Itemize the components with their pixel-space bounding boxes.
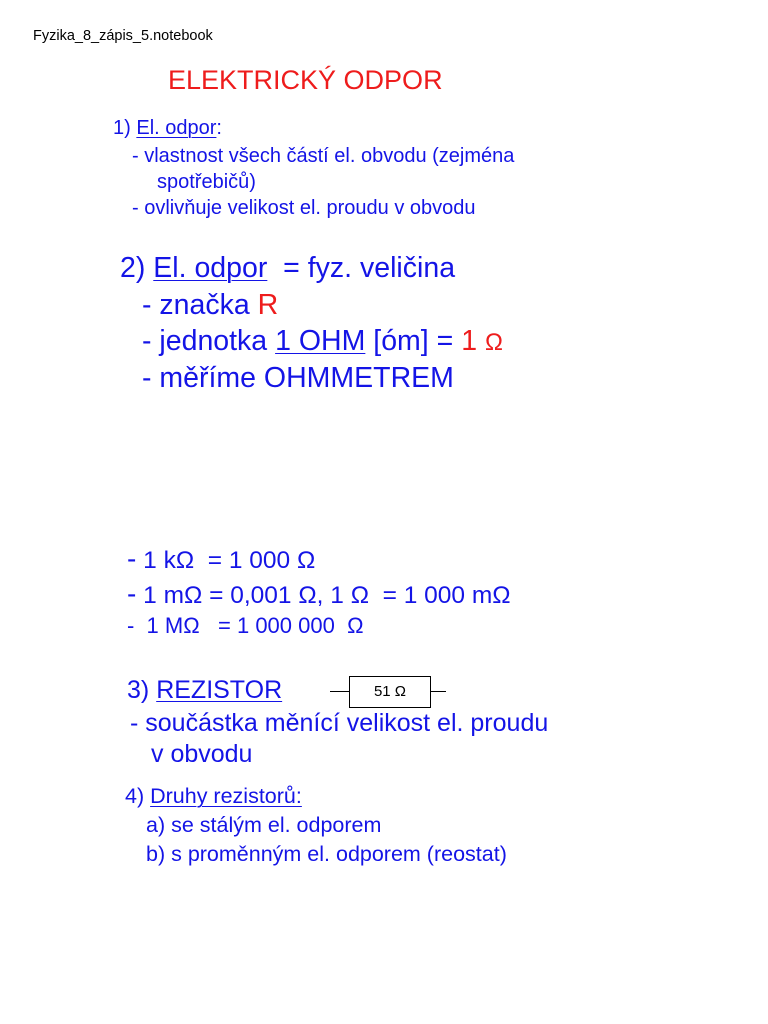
section2-measure-line: - měříme OHMMETREM <box>142 362 454 394</box>
conversion-kilo <box>127 545 315 574</box>
milli-text: 1 mΩ = 0,001 Ω, 1 Ω = 1 000 mΩ <box>136 582 511 609</box>
section3-number: 3) <box>127 676 150 704</box>
notebook-filename: Fyzika_8_zápis_5.notebook <box>33 28 213 44</box>
section3-heading <box>127 678 282 703</box>
unit-prefix: - jednotka <box>142 325 276 357</box>
section1-colon: : <box>216 117 222 139</box>
unit-name: 1 OHM <box>275 325 366 357</box>
unit-mid: [óm] = <box>365 325 462 357</box>
unit-value: 1 <box>461 325 478 357</box>
symbol-prefix: - značka <box>142 289 258 321</box>
unit-omega: Ω <box>484 329 503 356</box>
milli-dash: - <box>127 578 137 609</box>
section4-item-b: b) s proměnným el. odporem (reostat) <box>146 842 507 866</box>
conversion-milli <box>127 580 511 609</box>
section1-heading <box>113 118 222 138</box>
resistor-wire-left <box>330 691 349 692</box>
page-title: ELEKTRICKÝ ODPOR <box>168 65 443 95</box>
section4-number: 4) <box>125 784 145 808</box>
section4-heading <box>125 786 302 808</box>
section2-heading <box>120 254 455 283</box>
section1-number: 1) <box>113 117 131 139</box>
resistor-box: 51 Ω <box>349 676 431 708</box>
resistor-diagram <box>330 676 446 708</box>
kilo-dash: - <box>127 543 137 574</box>
section3-line1: - součástka měnící velikost el. proudu <box>130 709 549 737</box>
section1-line1: - vlastnost všech částí el. obvodu (zejména <box>132 145 515 167</box>
section3-line2: v obvodu <box>151 740 253 768</box>
section4-heading-text: Druhy rezistorů: <box>150 784 302 808</box>
section2-number: 2) <box>120 252 146 284</box>
section2-heading-rest: = fyz. veličina <box>267 252 456 284</box>
section1-line3: - ovlivňuje velikost el. proudu v obvodu <box>132 197 476 219</box>
resistor-wire-right <box>431 691 446 692</box>
section2-symbol-line <box>142 291 278 320</box>
kilo-text: 1 kΩ = 1 000 Ω <box>136 547 316 574</box>
symbol-r: R <box>257 289 279 321</box>
section3-heading-text: REZISTOR <box>156 676 283 704</box>
section4-item-a: a) se stálým el. odporem <box>146 813 382 837</box>
conversion-mega: - 1 MΩ = 1 000 000 Ω <box>127 613 364 638</box>
section1-line2: spotřebičů) <box>157 171 256 193</box>
section2-unit-line <box>142 327 503 356</box>
section2-heading-text: El. odpor <box>153 252 268 284</box>
section1-heading-text: El. odpor <box>136 117 217 139</box>
